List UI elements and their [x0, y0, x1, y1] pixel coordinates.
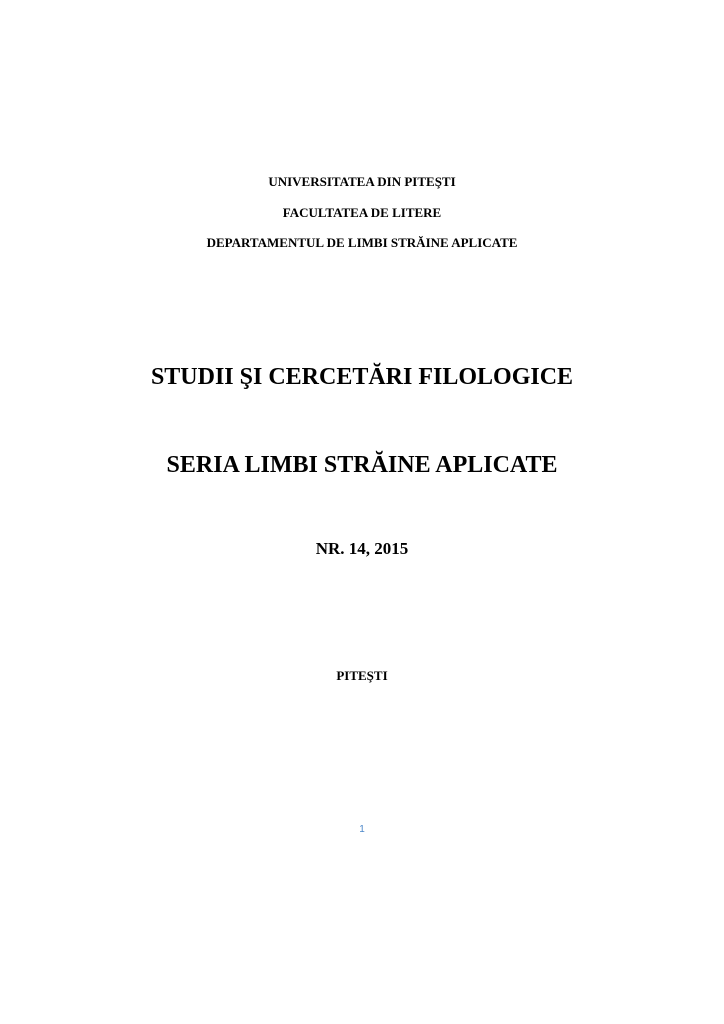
publication-city: PITEŞTI [336, 668, 388, 683]
university-name: UNIVERSITATEA DIN PITEŞTI [268, 174, 456, 189]
publication-title: STUDII ŞI CERCETĂRI FILOLOGICE [150, 364, 574, 390]
faculty-name: FACULTATEA DE LITERE [282, 205, 442, 220]
department-name: DEPARTAMENTUL DE LIMBI STRĂINE APLICATE [206, 235, 518, 250]
page-number: 1 [359, 824, 365, 835]
issue-number: NR. 14, 2015 [315, 539, 409, 558]
series-title: SERIA LIMBI STRĂINE APLICATE [166, 452, 558, 478]
